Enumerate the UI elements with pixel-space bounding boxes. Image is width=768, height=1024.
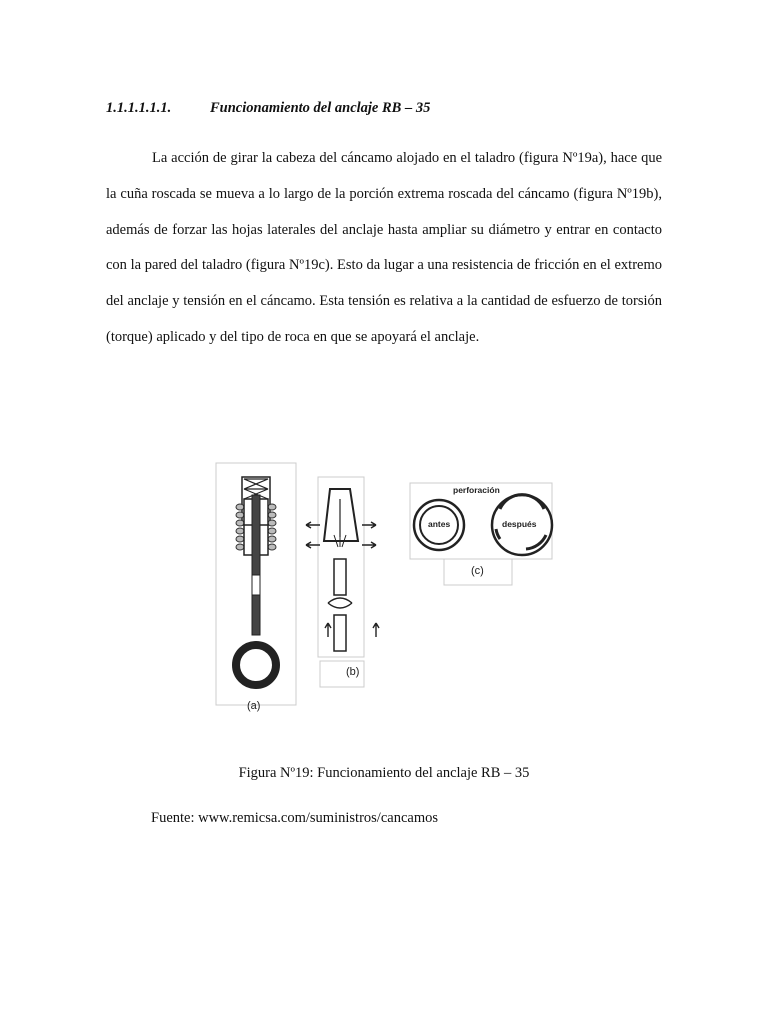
panel-b-wedge-drawing xyxy=(306,477,379,687)
figure-label-c: (c) xyxy=(471,565,484,577)
label-perforacion: perforación xyxy=(453,485,500,495)
body-paragraph xyxy=(106,141,662,356)
figure-19 xyxy=(200,455,570,725)
label-antes: antes xyxy=(428,519,451,529)
paragraph-text: La acción de girar la cabeza del cáncamo alojado en el taladro (figura Nº19a), hace que la cuña roscada se mueva a lo largo de la porción extrema roscada del cáncamo (figura Nº19b), además de forzar las hojas laterales del anclaje hasta ampliar su diámetro y entrar en contacto con la pared del taladro (figura Nº19c). Esto da lugar a una resistencia de fricción en el extremo del anclaje y tensión en el cáncamo. Esta tensión es relativa a la cantidad de esfuerzo de torsión (torque) aplicado y del tipo de roca en que se apoyará el anclaje. xyxy=(106,150,662,345)
figure-label-a: (a) xyxy=(247,700,261,712)
section-heading xyxy=(106,100,430,117)
section-title: Funcionamiento del anclaje RB – 35 xyxy=(210,100,431,116)
panel-a-bolt-drawing xyxy=(216,463,296,705)
figure-label-b: (b) xyxy=(346,666,360,678)
anchor-diagram xyxy=(200,455,570,725)
section-number: 1.1.1.1.1.1. xyxy=(106,100,172,116)
figure-caption: Figura Nº19: Funcionamiento del anclaje RB – 35 xyxy=(238,765,530,781)
label-despues: después xyxy=(502,519,537,529)
figure-source: Fuente: www.remicsa.com/suministros/cancamos xyxy=(151,810,438,826)
